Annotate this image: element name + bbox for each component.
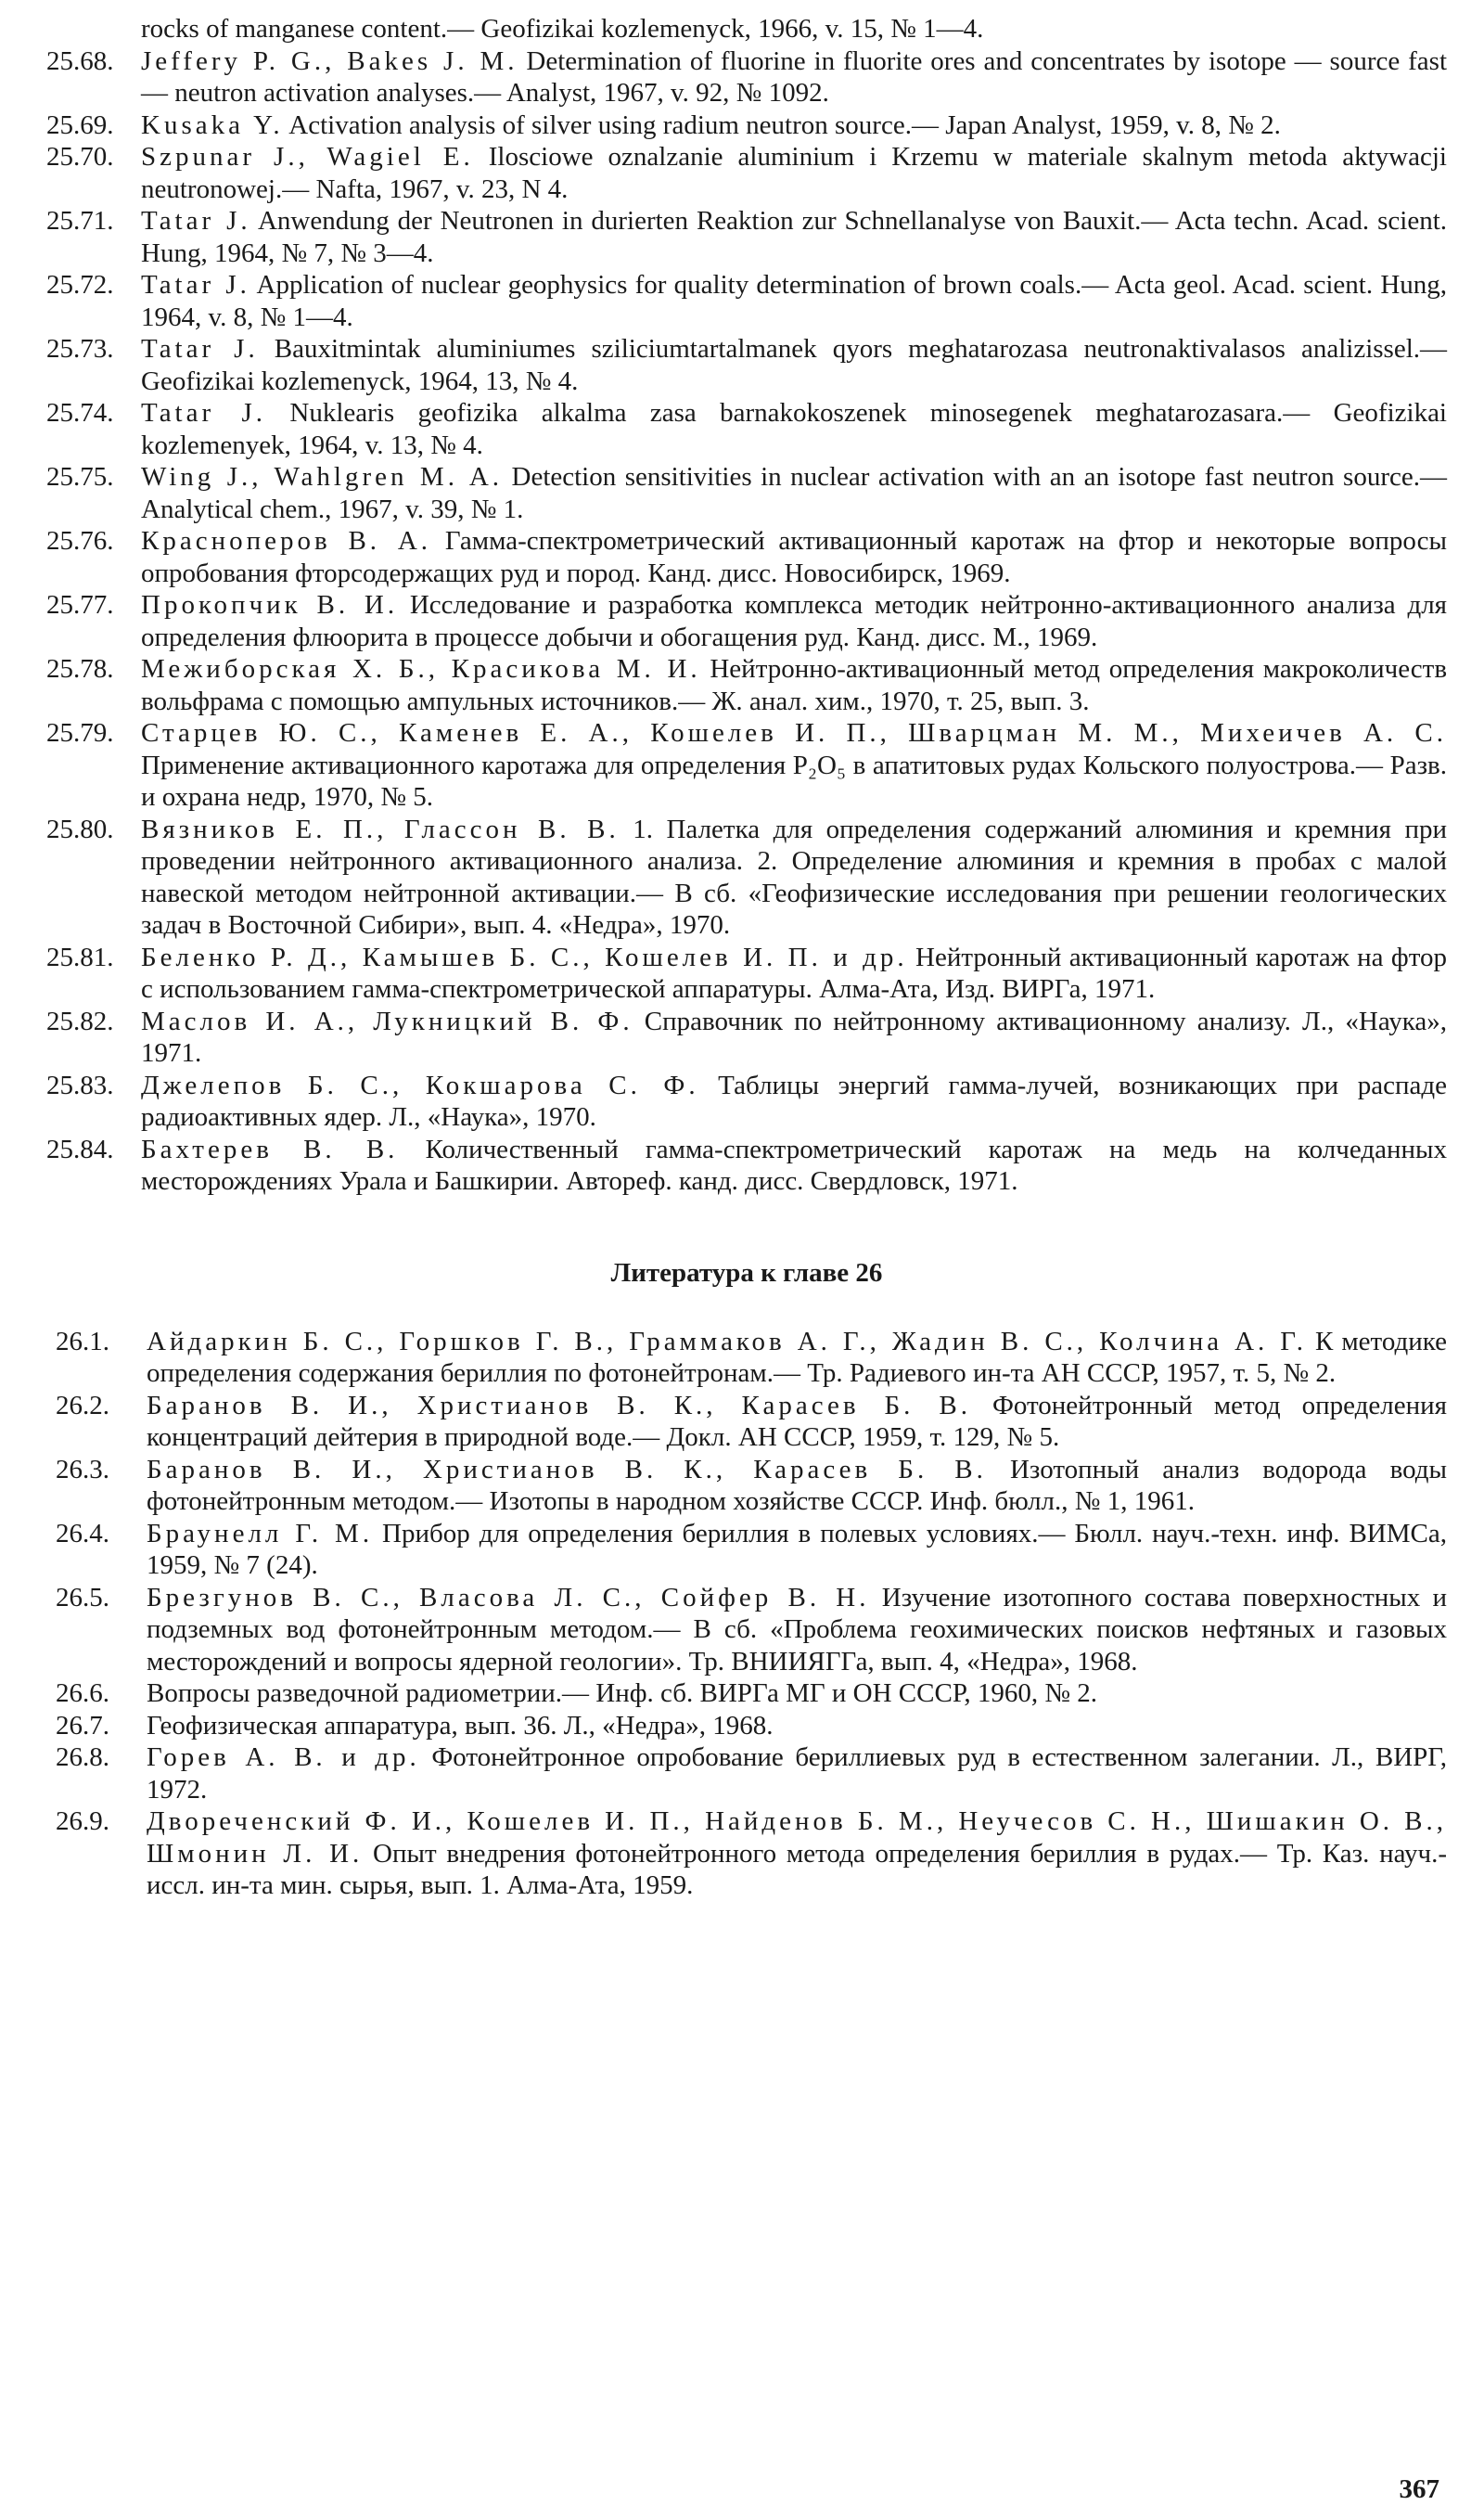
entry-text	[141, 13, 1447, 45]
bibliography-entry	[46, 141, 1447, 205]
entry-citation: Фотонейтронное опробование бериллиевых руд в естественном залегании. Л., ВИРГ, 1972.	[147, 1742, 1448, 1805]
bibliography-entry	[46, 1805, 1447, 1902]
bibliography-entry	[46, 109, 1447, 142]
entry-citation: Determination of fluorine in fluorite ores and concentrates by isotope — source fast — neutron activation analyses.— Analyst, 1967, v. 92, № 1092.	[141, 45, 1447, 108]
entry-text	[141, 141, 1447, 205]
bibliography-entry	[46, 333, 1447, 397]
bibliography-entry	[46, 525, 1447, 589]
entry-citation: Изучение изотопного состава поверхностных и подземных вод фотонейтронным методом.— В сб. «Проблема геохимических поисков нефтяных и газовых месторождений и вопросы ядерной геологии». Тр. ВНИИЯГГа, вып. 4, «Недра», 1968.	[147, 1582, 1448, 1677]
bibliography-entry	[46, 589, 1447, 653]
entry-number: 25.79.	[46, 718, 114, 748]
bibliography-entry	[46, 397, 1447, 461]
entry-number: 26.8.	[56, 1742, 109, 1772]
entry-text	[141, 1070, 1447, 1134]
entry-citation: Прибор для определения бериллия в полевых условиях.— Бюлл. науч.-техн. инф. ВИМСа, 1959, № 7 (24).	[147, 1518, 1447, 1580]
entry-citation: Гамма-спектрометрический активационный каротаж на фтор и некоторые вопросы опробования фторсодержащих руд и пород. Канд. дисс. Новосибирск, 1969.	[141, 526, 1448, 588]
entry-text	[147, 1326, 1447, 1390]
entry-citation: Таблицы энергий гамма-лучей, возникающих при распаде радиоактивных ядер. Л., «Наука», 1970.	[141, 1070, 1448, 1132]
bibliography-entry	[46, 1677, 1447, 1710]
entry-number: 26.1.	[56, 1326, 109, 1356]
bibliography-entry	[46, 717, 1447, 814]
bibliography-entry	[46, 1326, 1447, 1390]
entry-number: 25.81.	[46, 942, 114, 972]
entry-authors: Горев А. В. и др.	[147, 1742, 420, 1772]
entry-number: 25.77.	[46, 590, 114, 620]
entry-text	[147, 1582, 1447, 1678]
entry-text	[141, 1006, 1447, 1070]
entry-citation: Ilosciowe oznalzanie aluminium i Krzemu w materiale skalnym metoda aktywacji neutronowej.— Nafta, 1967, v. 23, N 4.	[141, 142, 1447, 204]
entry-citation: Anwendung der Neutronen in durierten Reaktion zur Schnellanalyse von Bauxit.— Acta techn. Acad. scient. Hung, 1964, № 7, № 3—4.	[141, 206, 1447, 268]
entry-text	[141, 814, 1447, 942]
entry-authors: Красноперов В. А.	[141, 526, 432, 556]
bibliography-entry	[46, 1006, 1447, 1070]
page	[46, 13, 1447, 1902]
bibliography-entry	[46, 461, 1447, 525]
entry-citation: Вопросы разведочной радиометрии.— Инф. сб. ВИРГа МГ и ОН СССР, 1960, № 2.	[147, 1678, 1098, 1708]
entry-authors: Tatar J.	[141, 334, 259, 364]
entry-authors: Wing J., Wahlgren M. A.	[141, 462, 504, 492]
entry-citation: Справочник по нейтронному активационному анализу. Л., «Наука», 1971.	[141, 1006, 1447, 1068]
entry-number: 26.7.	[56, 1710, 109, 1741]
bibliography-entry	[46, 269, 1447, 333]
entry-authors: Tatar J.	[141, 398, 267, 428]
bibliography-entry	[46, 814, 1447, 942]
entry-authors: Джелепов Б. С., Кокшарова С. Ф.	[141, 1070, 699, 1100]
entry-authors: Межиборская Х. Б., Красикова М. И.	[141, 654, 701, 684]
entry-citation: Activation analysis of silver using radium neutron source.— Japan Analyst, 1959, v. 8, № 2.	[288, 109, 1281, 140]
entry-text	[147, 1741, 1447, 1805]
entry-authors: Баранов В. И., Христианов В. К., Карасев Б. В.	[147, 1454, 987, 1484]
entry-text	[141, 333, 1447, 397]
entry-number: 25.73.	[46, 334, 114, 364]
entry-number: 26.6.	[56, 1678, 109, 1708]
entry-number: 25.74.	[46, 398, 114, 428]
bibliography-entry	[46, 205, 1447, 269]
entry-authors: Kusaka Y.	[141, 109, 284, 140]
entry-citation: Nuklearis geofizika alkalma zasa barnakokoszenek minosegenek meghatarozasara.— Geofizikai kozlemenyek, 1964, v. 13, № 4.	[141, 398, 1447, 460]
entry-text	[147, 1677, 1447, 1710]
bibliography-section-26	[46, 1326, 1447, 1902]
entry-text	[141, 717, 1447, 814]
entry-number: 25.70.	[46, 142, 114, 172]
entry-citation: rocks of manganese content.— Geofizikai kozlemenyck, 1966, v. 15, № 1—4.	[141, 14, 984, 44]
entry-text	[141, 653, 1447, 717]
entry-text	[147, 1518, 1447, 1582]
entry-number: 26.2.	[56, 1390, 109, 1420]
entry-authors: Двореченский Ф. И., Кошелев И. П., Найденов Б. М., Неучесов С. Н., Шишакин О. В., Шмонин Л. И.	[147, 1806, 1447, 1869]
entry-number: 26.4.	[56, 1518, 109, 1548]
entry-citation: Фотонейтронный метод определения концентраций дейтерия в природной воде.— Докл. АН СССР, 1959, т. 129, № 5.	[147, 1390, 1448, 1452]
entry-text	[141, 397, 1447, 461]
entry-number: 25.71.	[46, 206, 114, 236]
entry-number: 25.76.	[46, 526, 114, 556]
entry-text	[147, 1805, 1447, 1902]
entry-number: 26.5.	[56, 1582, 109, 1612]
entry-number: 25.82.	[46, 1006, 114, 1036]
entry-text	[141, 589, 1447, 653]
entry-number: 25.80.	[46, 814, 114, 844]
entry-authors: Бахтерев В. В.	[141, 1134, 399, 1164]
bibliography-entry	[46, 1134, 1447, 1198]
bibliography-entry	[46, 1454, 1447, 1518]
entry-text	[141, 942, 1447, 1006]
entry-citation: Application of nuclear geophysics for quality determination of brown coals.— Acta geol. Acad. scient. Hung, 1964, v. 8, № 1—4.	[141, 270, 1448, 332]
entry-authors: Браунелл Г. М.	[147, 1518, 374, 1548]
entry-authors: Беленко Р. Д., Камышев Б. С., Кошелев И. П. и др.	[141, 942, 908, 972]
entry-number: 25.68.	[46, 45, 114, 76]
entry-citation: Нейтронный активационный каротаж на фтор с использованием гамма-спектрометрической аппаратуры. Алма-Ата, Изд. ВИРГа, 1971.	[141, 942, 1447, 1004]
entry-text	[141, 45, 1447, 109]
entry-authors: Tatar J.	[141, 270, 250, 300]
entry-citation: Изотопный анализ водорода воды фотонейтронным методом.— Изотопы в народном хозяйстве СССР. Инф. бюлл., № 1, 1961.	[147, 1454, 1447, 1516]
entry-number: 25.83.	[46, 1070, 114, 1100]
entry-text	[141, 109, 1447, 142]
bibliography-entry	[46, 1390, 1447, 1454]
entry-authors: Маслов И. А., Лукницкий В. Ф.	[141, 1006, 633, 1036]
entry-authors: Jeffery P. G., Bakes J. M.	[141, 45, 518, 76]
entry-citation: Применение активационного каротажа для определения P₂O₅ в апатитовых рудах Кольского полуострова.— Разв. и охрана недр, 1970, № 5.	[141, 750, 1447, 812]
entry-authors: Баранов В. И., Христианов В. К., Карасев Б. В.	[147, 1390, 971, 1420]
entry-citation: Количественный гамма-спектрометрический каротаж на медь на колчеданных месторождениях Урала и Башкирии. Автореф. канд. дисс. Свердловск, 1971.	[141, 1134, 1447, 1196]
bibliography-entry	[46, 13, 1447, 45]
entry-text	[141, 1134, 1447, 1198]
entry-text	[147, 1710, 1447, 1742]
bibliography-entry	[46, 1710, 1447, 1742]
entry-authors: Айдаркин Б. С., Горшков Г. В., Граммаков А. Г., Жадин В. С., Колчина А. Г.	[147, 1326, 1308, 1356]
entry-text	[141, 461, 1447, 525]
entry-text	[141, 525, 1447, 589]
entry-citation: Исследование и разработка комплекса методик нейтронно-активационного анализа для определения флюорита в процессе добычи и обогащения руд. Канд. дисс. М., 1969.	[141, 590, 1448, 652]
entry-citation: К методике определения содержания бериллия по фотонейтронам.— Тр. Радиевого ин-та АН СССР, 1957, т. 5, № 2.	[147, 1326, 1448, 1388]
entry-text	[147, 1454, 1447, 1518]
entry-citation: Опыт внедрения фотонейтронного метода определения бериллия в рудах.— Тр. Каз. науч.-иссл. ин-та мин. сырья, вып. 1. Алма-Ата, 1959.	[147, 1838, 1448, 1900]
entry-number: 25.84.	[46, 1134, 114, 1164]
entry-number: 26.3.	[56, 1454, 109, 1484]
bibliography-entry	[46, 1518, 1447, 1582]
entry-authors: Прокопчик В. И.	[141, 590, 399, 620]
entry-number: 25.75.	[46, 462, 114, 492]
entry-number: 25.69.	[46, 109, 114, 140]
bibliography-entry	[46, 45, 1447, 109]
bibliography-entry	[46, 1582, 1447, 1678]
section-heading: Литература к главе 26	[610, 1257, 883, 1288]
entry-text	[147, 1390, 1447, 1454]
entry-authors: Tatar J.	[141, 206, 251, 236]
entry-citation: Detection sensitivities in nuclear activation with an an isotope fast neutron source.— Analytical chem., 1967, v. 39, № 1.	[141, 462, 1447, 524]
entry-authors: Старцев Ю. С., Каменев Е. А., Кошелев И. П., Шварцман М. М., Михеичев А. С.	[141, 718, 1447, 748]
entry-citation: Геофизическая аппаратура, вып. 36. Л., «Недра», 1968.	[147, 1710, 774, 1741]
bibliography-entry	[46, 1741, 1447, 1805]
entry-citation: Bauxitmintak aluminiumes sziliciumtartalmanek qyors meghatarozasa neutronaktivalasos analizissel.— Geofizikai kozlemenyck, 1964, 13, № 4.	[141, 334, 1447, 396]
entry-authors: Szpunar J., Wagiel E.	[141, 142, 474, 172]
entry-citation: Нейтронно-активационный метод определения макроколичеств вольфрама с помощью ампульных источников.— Ж. анал. хим., 1970, т. 25, вып. 3.	[141, 654, 1448, 716]
entry-number: 25.78.	[46, 654, 114, 684]
entry-citation: 1. Палетка для определения содержаний алюминия и кремния при проведении нейтронного активационного анализа. 2. Определение алюминия и кремния в пробах с малой навеской методом нейтронной активации.— В сб. «Геофизические исследования при решении геологических задач в Восточной Сибири», вып. 4. «Недра», 1970.	[141, 814, 1447, 940]
bibliography-section-25	[46, 13, 1447, 1198]
entry-text	[141, 205, 1447, 269]
bibliography-entry	[46, 942, 1447, 1006]
bibliography-entry	[46, 1070, 1447, 1134]
entry-authors: Вязников Е. П., Глассон В. В.	[141, 814, 620, 844]
page-number: 367	[1399, 2474, 1439, 2504]
bibliography-entry	[46, 653, 1447, 717]
entry-authors: Брезгунов В. С., Власова Л. С., Сойфер В. Н.	[147, 1582, 870, 1612]
entry-number: 25.72.	[46, 270, 114, 300]
entry-number: 26.9.	[56, 1806, 109, 1836]
entry-text	[141, 269, 1447, 333]
